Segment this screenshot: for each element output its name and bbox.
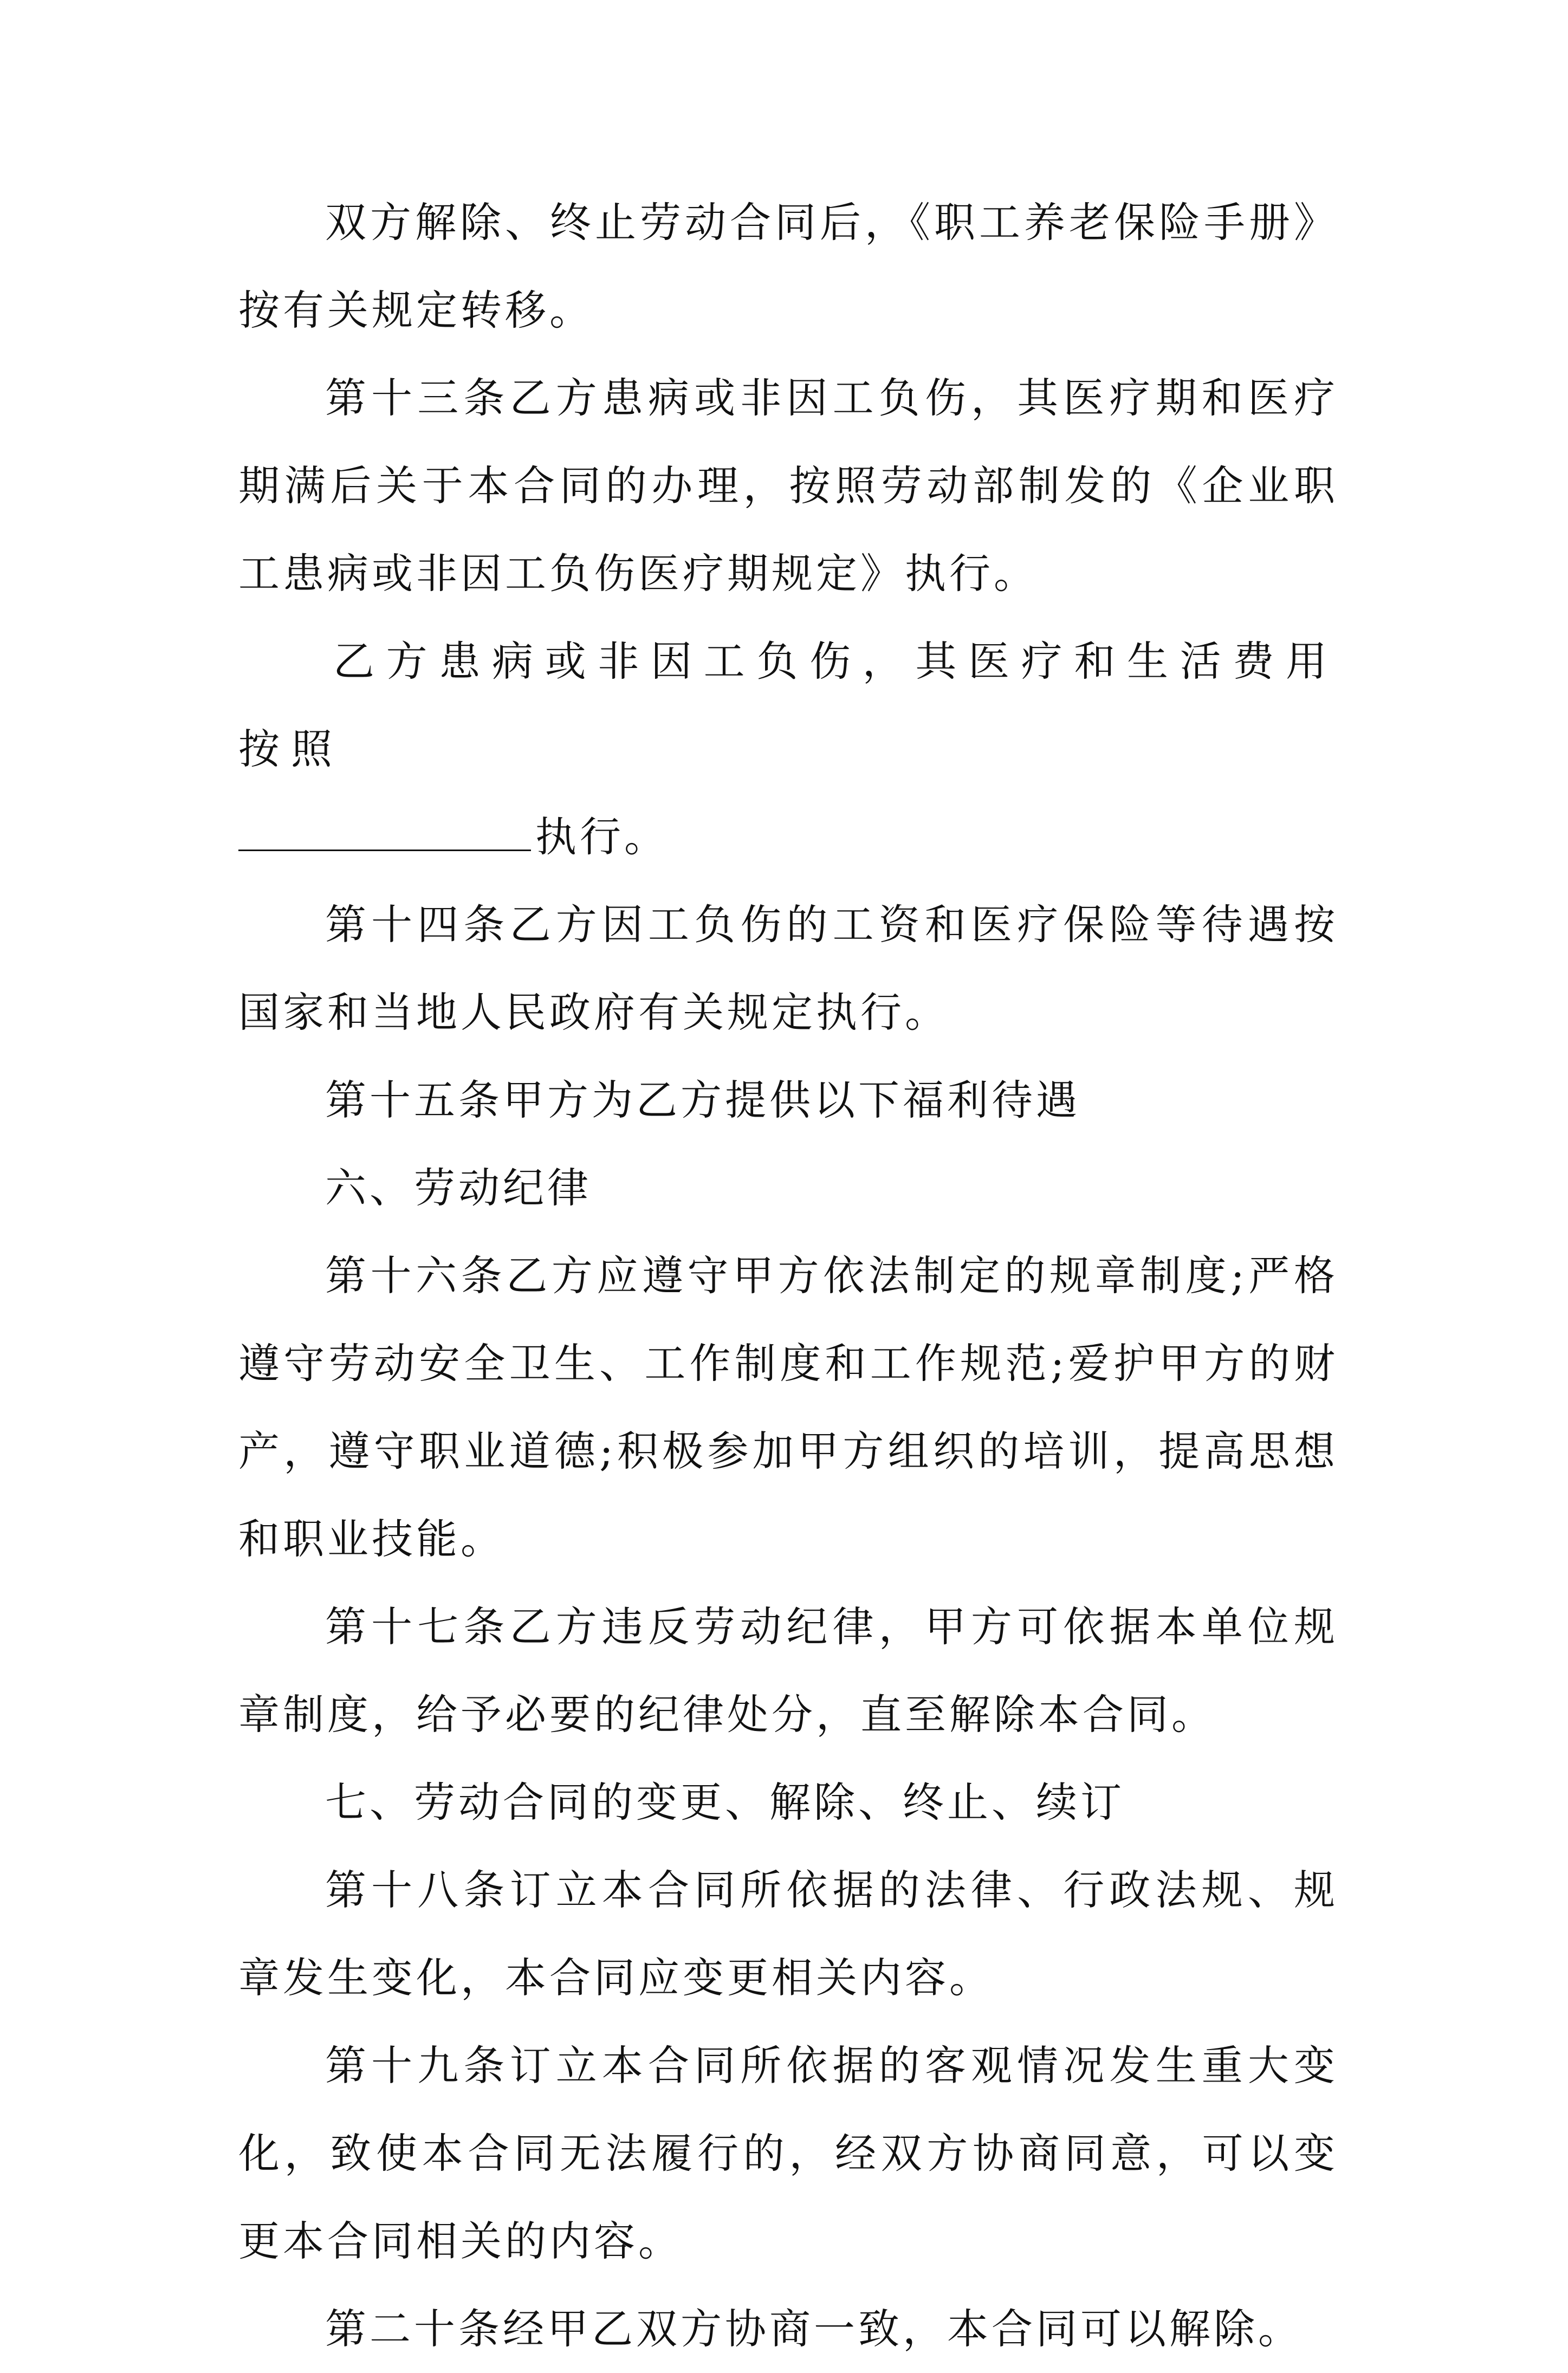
section-heading-labor-discipline: 六、劳动纪律 bbox=[325, 1164, 592, 1212]
paragraph-article-19: 第十九条订立本合同所依据的客观情况发生重大变化，致使本合同无法履行的，经双方协商同意，可以变更本合同相关的内容。 bbox=[238, 2041, 1338, 2265]
paragraph-article-16: 第十六条乙方应遵守甲方依法制定的规章制度;严格遵守劳动安全卫生、工作制度和工作规范;爱护甲方的财产，遵守职业道德;积极参加甲方组织的培训，提高思想和职业技能。 bbox=[238, 1252, 1338, 1563]
fill-in-blank bbox=[238, 847, 531, 851]
paragraph-article-20: 第二十条经甲乙双方协商一致，本合同可以解除。 bbox=[325, 2305, 1303, 2353]
paragraph-article-14: 第十四条乙方因工负伤的工资和医疗保险等待遇按国家和当地人民政府有关规定执行。 bbox=[238, 900, 1338, 1036]
paragraph-article-18: 第十八条订立本合同所依据的法律、行政法规、规章发生变化，本合同应变更相关内容。 bbox=[238, 1866, 1338, 2002]
paragraph-manual-transfer: 双方解除、终止劳动合同后，《职工养老保险手册》按有关规定转移。 bbox=[238, 198, 1338, 334]
paragraph-medical-costs-tail: 执行。 bbox=[535, 813, 669, 861]
paragraph-article-15: 第十五条甲方为乙方提供以下福利待遇 bbox=[325, 1076, 1080, 1124]
document-body bbox=[238, 179, 1338, 2373]
paragraph-medical-costs: 乙方患病或非因工负伤，其医疗和生活费用按照 bbox=[238, 637, 1338, 773]
section-heading-contract-changes: 七、劳动合同的变更、解除、终止、续订 bbox=[325, 1778, 1125, 1826]
paragraph-medical-costs-continued bbox=[238, 793, 1338, 881]
paragraph-article-17: 第十七条乙方违反劳动纪律，甲方可依据本单位规章制度，给予必要的纪律处分，直至解除本合同。 bbox=[238, 1603, 1338, 1739]
paragraph-article-13: 第十三条乙方患病或非因工负伤，其医疗期和医疗期满后关于本合同的办理，按照劳动部制发的《企业职工患病或非因工负伤医疗期规定》执行。 bbox=[238, 374, 1338, 598]
